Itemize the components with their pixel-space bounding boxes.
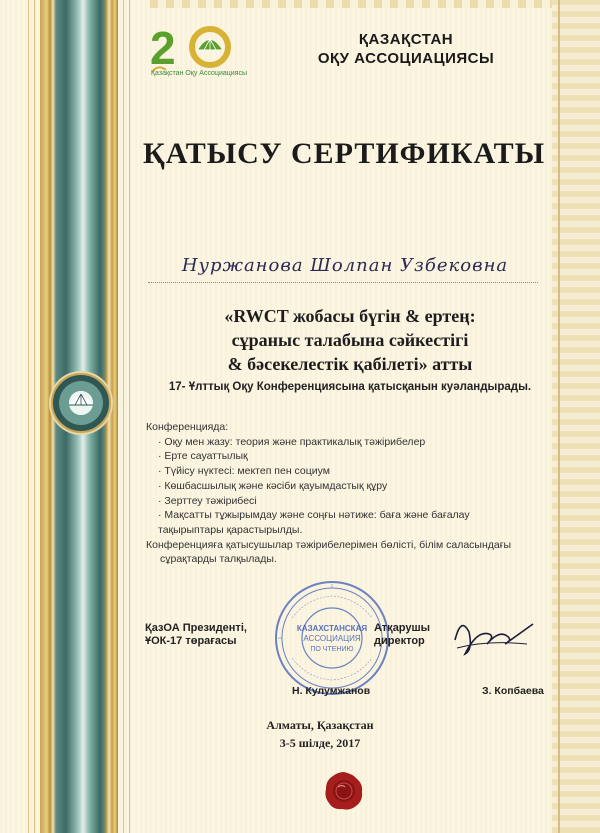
agenda-item-tail: тақырыптары қарастырылды.: [158, 523, 303, 536]
agenda-item: · Ерте сауаттылық: [158, 450, 248, 463]
project-line-2: сұраныс талабына сәйкестігі: [231, 330, 469, 350]
agenda-closing-2: сұрақтарды талқылады.: [160, 553, 277, 566]
agenda-item: · Оқу мен жазу: теория және практикалық тәжірибелер: [158, 435, 426, 448]
director-title: [374, 622, 444, 648]
svg-text:2: 2: [150, 22, 176, 74]
stamp-text-1: КАЗАХСТАНСКАЯ: [296, 624, 368, 633]
top-ornament: [150, 0, 552, 8]
stamp-text-3: ПО ЧТЕНИЮ: [310, 646, 354, 653]
recipient-underline: [148, 282, 538, 283]
right-ornament: [552, 0, 600, 833]
director-title-line-2: директор: [374, 635, 425, 647]
director-name: З. Копбаева: [482, 685, 544, 697]
ribbon-medallion-icon: [51, 373, 111, 433]
president-title-line-1: ҚазОА Президенті,: [145, 622, 247, 634]
agenda-item: · Көшбасшылық және кәсіби қауымдастық құру: [158, 479, 388, 492]
agenda-item: · Түйісу нүктесі: мектеп пен социум: [158, 465, 330, 478]
president-title-line-2: ҰОК-17 төрағасы: [145, 635, 237, 647]
agenda-block: [146, 420, 546, 567]
certificate-title: ҚАТЫСУ СЕРТИФИКАТЫ: [142, 137, 546, 170]
director-signature: [447, 610, 537, 665]
president-title: [145, 622, 275, 648]
president-name: Н. Кулумжанов: [292, 685, 371, 697]
project-line-3: & бәсекелестік қабілеті» атты: [227, 354, 473, 374]
agenda-closing-1: Конференцияға қатысушылар тәжірибелерімен бөлісті, білім саласындағы: [146, 538, 512, 551]
confirmation-text: 17- Ұлттық Оқу Конференциясына қатысқанын куәландырады.: [168, 381, 532, 393]
recipient-name: Нуржанова Шолпан Узбековна: [181, 255, 509, 276]
stamp-text-2: АССОЦИАЦИЯ: [303, 634, 361, 643]
agenda-intro: Конференцияда:: [146, 421, 229, 433]
agenda-item: · Мақсатты тұжырымдау және соңғы нәтиже: баға және бағалау: [158, 509, 470, 522]
org-line-1: ҚАЗАҚСТАН: [358, 31, 454, 48]
agenda-item: · Зерттеу тәжірибесі: [158, 494, 257, 507]
event-location: Алматы, Қазақстан: [266, 718, 374, 732]
wax-seal-icon: [323, 770, 365, 812]
director-title-line-1: Атқарушы: [374, 622, 431, 634]
project-title: [140, 304, 560, 376]
event-date: 3-5 шілде, 2017: [279, 736, 361, 750]
logo-caption: Қазақстан Оқу Ассоциациясы: [150, 70, 248, 77]
project-line-1: «RWCT жобасы бүгін & ертең:: [224, 306, 476, 326]
organization-name: [296, 30, 516, 68]
org-line-2: ОҚУ АССОЦИАЦИЯСЫ: [317, 50, 495, 67]
